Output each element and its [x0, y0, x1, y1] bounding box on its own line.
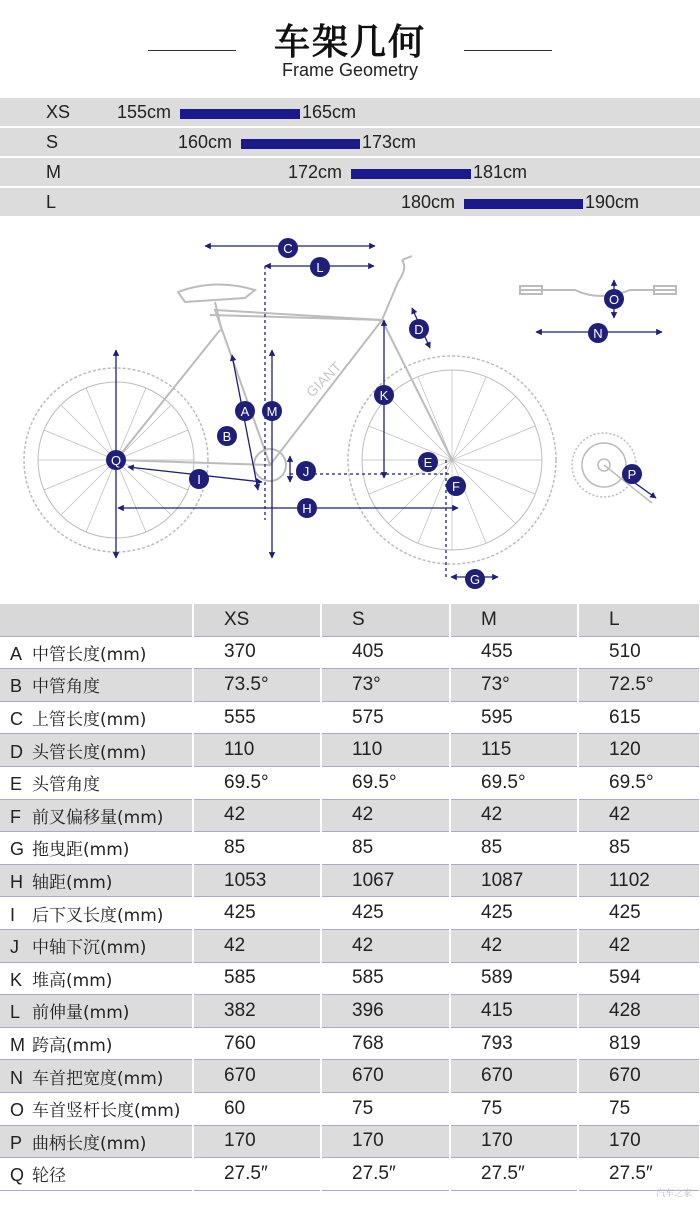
row-name: 前伸量(mm): [32, 1003, 130, 1024]
svg-text:G: G: [469, 572, 481, 587]
row-label: [0, 929, 193, 962]
row-label: [0, 864, 193, 897]
label-i: [189, 469, 209, 489]
table-row: [0, 669, 700, 702]
table-row: [0, 1060, 700, 1093]
table-header-row: [0, 604, 700, 636]
table-cell: 1087: [450, 864, 578, 897]
table-cell: 69.5°: [578, 766, 700, 799]
label-b: [217, 426, 237, 446]
table-cell: 27.5″: [321, 1158, 450, 1191]
table-cell: 425: [321, 897, 450, 930]
svg-text:H: H: [302, 501, 312, 516]
size-max: 190cm: [585, 192, 640, 212]
table-cell: 170: [321, 1125, 450, 1158]
row-letter: D: [10, 741, 23, 762]
table-cell: 1067: [321, 864, 450, 897]
row-label: [0, 1060, 193, 1093]
row-letter: N: [10, 1067, 23, 1088]
label-q: [106, 450, 126, 470]
table-row: [0, 1027, 700, 1060]
table-cell: 670: [450, 1060, 578, 1093]
row-name: 拖曳距(mm): [32, 840, 130, 861]
label-m: [262, 401, 282, 421]
table-cell: 73°: [450, 669, 578, 702]
table-cell: 42: [578, 799, 700, 832]
table-cell: 75: [450, 1092, 578, 1125]
svg-text:E: E: [423, 455, 433, 470]
table-cell: 42: [193, 799, 321, 832]
size-range-bar: [464, 199, 583, 209]
row-name: 中管角度: [32, 677, 100, 698]
table-cell: 42: [578, 929, 700, 962]
dimension-lines: [116, 246, 662, 580]
label-f: [446, 476, 466, 496]
label-p: [622, 464, 642, 484]
row-name: 头管长度(mm): [32, 742, 147, 763]
row-letter: L: [10, 1002, 21, 1023]
label-n: [588, 323, 608, 343]
size-min: 160cm: [178, 132, 233, 152]
row-label: [0, 1092, 193, 1125]
table-cell: 415: [450, 995, 578, 1028]
row-letter: K: [10, 969, 23, 990]
row-name: 轴距(mm): [32, 873, 113, 894]
table-cell: 585: [193, 962, 321, 995]
table-header-blank: [0, 604, 193, 636]
table-cell: 595: [450, 701, 578, 734]
row-letter: O: [10, 1100, 25, 1121]
size-row-xs: [0, 98, 700, 126]
table-row: [0, 929, 700, 962]
table-cell: 42: [321, 929, 450, 962]
table-cell: 170: [193, 1125, 321, 1158]
table-row: [0, 701, 700, 734]
table-cell: 42: [193, 929, 321, 962]
size-row-l: [0, 188, 700, 216]
row-name: 堆高(mm): [32, 970, 113, 991]
table-cell: 75: [578, 1092, 700, 1125]
table-row: [0, 734, 700, 767]
table-cell: 370: [193, 636, 321, 669]
table-row: [0, 799, 700, 832]
row-label: [0, 636, 193, 669]
size-row-m: [0, 158, 700, 186]
table-cell: 85: [193, 832, 321, 865]
table-body: [0, 636, 700, 1190]
size-label: L: [46, 192, 57, 212]
table-cell: 42: [321, 799, 450, 832]
table-cell: 1053: [193, 864, 321, 897]
svg-text:I: I: [197, 472, 201, 487]
table-cell: 69.5°: [450, 766, 578, 799]
row-letter: A: [10, 643, 23, 664]
label-o: [604, 289, 624, 309]
header: [0, 0, 700, 96]
svg-text:Q: Q: [110, 453, 122, 468]
row-label: [0, 1158, 193, 1191]
row-name: 后下叉长度(mm): [32, 905, 164, 926]
table-row: [0, 766, 700, 799]
table-cell: 1102: [578, 864, 700, 897]
table-row: [0, 962, 700, 995]
size-label: M: [46, 162, 61, 182]
table-cell: 594: [578, 962, 700, 995]
row-label: [0, 799, 193, 832]
table-cell: 69.5°: [193, 766, 321, 799]
size-min: 155cm: [117, 102, 172, 122]
table-cell: 115: [450, 734, 578, 767]
table-cell: 110: [321, 734, 450, 767]
size-max: 173cm: [362, 132, 417, 152]
row-name: 头管角度: [32, 775, 100, 796]
table-row: [0, 1125, 700, 1158]
table-row: [0, 1092, 700, 1125]
table-cell: 670: [193, 1060, 321, 1093]
table-cell: 585: [321, 962, 450, 995]
row-name: 曲柄长度(mm): [32, 1133, 147, 1154]
size-max: 181cm: [473, 162, 528, 182]
row-name: 中轴下沉(mm): [32, 938, 147, 959]
table-row: [0, 995, 700, 1028]
column-header: XS: [193, 604, 321, 636]
size-range-bar: [180, 109, 300, 119]
table-cell: 425: [578, 897, 700, 930]
row-name: 上管长度(mm): [32, 710, 147, 731]
table-cell: 382: [193, 995, 321, 1028]
row-label: [0, 832, 193, 865]
label-a: [235, 401, 255, 421]
row-label: [0, 897, 193, 930]
table-cell: 425: [450, 897, 578, 930]
table-cell: 170: [578, 1125, 700, 1158]
size-min: 180cm: [401, 192, 456, 212]
row-letter: Q: [10, 1165, 25, 1186]
row-letter: C: [10, 709, 23, 730]
label-h: [297, 498, 317, 518]
size-max: 165cm: [302, 102, 357, 122]
size-row-s: [0, 128, 700, 156]
row-name: 前叉偏移量(mm): [32, 807, 164, 828]
svg-text:O: O: [608, 292, 620, 307]
row-name: 跨高(mm): [32, 1036, 113, 1057]
label-g: [465, 569, 485, 589]
table-cell: 455: [450, 636, 578, 669]
table-row: [0, 832, 700, 865]
table-cell: 73°: [321, 669, 450, 702]
row-label: [0, 962, 193, 995]
row-label: [0, 995, 193, 1028]
size-label: XS: [46, 102, 71, 122]
row-name: 车首把宽度(mm): [32, 1068, 164, 1089]
table-row: [0, 1158, 700, 1191]
svg-text:P: P: [627, 467, 637, 482]
row-letter: I: [10, 904, 16, 925]
row-name: 中管长度(mm): [32, 644, 147, 665]
label-l: [310, 257, 330, 277]
table-cell: 425: [193, 897, 321, 930]
table-row: [0, 636, 700, 669]
table-cell: 555: [193, 701, 321, 734]
table-cell: 428: [578, 995, 700, 1028]
page-subtitle: Frame Geometry: [281, 60, 419, 80]
svg-text:D: D: [414, 322, 424, 337]
table-cell: 819: [578, 1027, 700, 1060]
table-cell: 170: [450, 1125, 578, 1158]
row-label: [0, 1125, 193, 1158]
row-label: [0, 766, 193, 799]
row-letter: E: [10, 774, 23, 795]
table-cell: 110: [193, 734, 321, 767]
table-cell: 72.5°: [578, 669, 700, 702]
watermark: 汽车之家: [655, 1189, 692, 1199]
svg-text:N: N: [593, 326, 603, 341]
svg-text:C: C: [283, 241, 293, 256]
size-min: 172cm: [288, 162, 343, 182]
svg-text:F: F: [452, 479, 460, 494]
row-label: [0, 669, 193, 702]
table-cell: 396: [321, 995, 450, 1028]
svg-text:L: L: [316, 260, 324, 275]
svg-text:A: A: [240, 404, 250, 419]
table-cell: 42: [450, 799, 578, 832]
table-cell: 69.5°: [321, 766, 450, 799]
table-cell: 75: [321, 1092, 450, 1125]
table-row: [0, 897, 700, 930]
table-cell: 60: [193, 1092, 321, 1125]
frame-brand-logo: GIANT: [302, 358, 345, 401]
size-range-bar: [241, 139, 360, 149]
label-e: [418, 452, 438, 472]
row-label: [0, 1027, 193, 1060]
row-name: 车首竖杆长度(mm): [32, 1101, 181, 1122]
geometry-diagram: [0, 220, 700, 600]
table-cell: 670: [578, 1060, 700, 1093]
row-name: 轮径: [32, 1166, 66, 1187]
row-letter: P: [10, 1132, 23, 1153]
row-letter: M: [10, 1035, 25, 1056]
table-cell: 27.5″: [450, 1158, 578, 1191]
row-label: [0, 701, 193, 734]
svg-text:J: J: [302, 464, 310, 479]
table-cell: 768: [321, 1027, 450, 1060]
handlebar-detail: [520, 286, 676, 296]
table-cell: 73.5°: [193, 669, 321, 702]
table-cell: 85: [321, 832, 450, 865]
label-d: [409, 319, 429, 339]
svg-text:M: M: [266, 404, 278, 419]
column-header: S: [321, 604, 450, 636]
table-cell: 42: [450, 929, 578, 962]
row-letter: B: [10, 676, 23, 697]
label-j: [296, 461, 316, 481]
geometry-table: [0, 604, 700, 1191]
table-cell: 405: [321, 636, 450, 669]
table-cell: 760: [193, 1027, 321, 1060]
table-row: [0, 864, 700, 897]
table-cell: 85: [578, 832, 700, 865]
row-letter: G: [10, 839, 25, 860]
label-c: [278, 238, 298, 258]
size-ranges: [0, 98, 700, 218]
svg-text:B: B: [222, 429, 232, 444]
table-cell: 510: [578, 636, 700, 669]
table-cell: 575: [321, 701, 450, 734]
table-cell: 27.5″: [578, 1158, 700, 1191]
table-cell: 615: [578, 701, 700, 734]
table-cell: 589: [450, 962, 578, 995]
table-cell: 793: [450, 1027, 578, 1060]
table-cell: 27.5″: [193, 1158, 321, 1191]
row-label: [0, 734, 193, 767]
size-label: S: [46, 132, 59, 152]
column-header: M: [450, 604, 578, 636]
table-cell: 670: [321, 1060, 450, 1093]
label-k: [374, 385, 394, 405]
page-title: 车架几何: [273, 22, 426, 63]
svg-text:K: K: [379, 388, 389, 403]
row-letter: F: [10, 806, 21, 827]
row-letter: J: [10, 937, 19, 958]
size-range-bar: [351, 169, 471, 179]
row-letter: H: [10, 872, 23, 893]
column-header: L: [578, 604, 700, 636]
table-cell: 85: [450, 832, 578, 865]
table-cell: 120: [578, 734, 700, 767]
